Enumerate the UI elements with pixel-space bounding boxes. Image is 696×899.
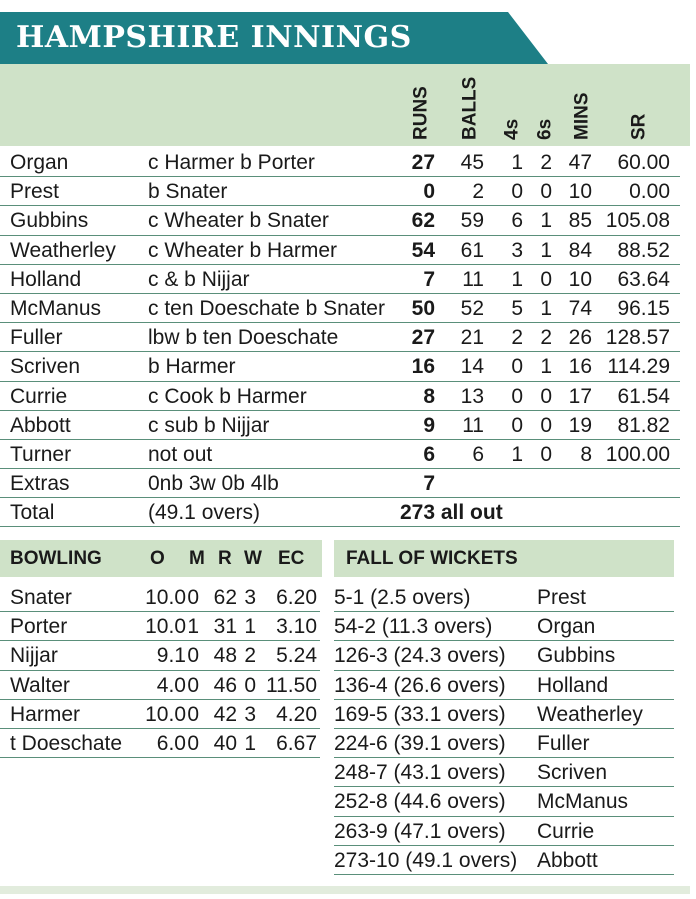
col-header-fours: 4s [501, 118, 523, 140]
overs: 9.1 [156, 644, 186, 668]
balls: 14 [460, 355, 484, 379]
fours: 5 [511, 296, 523, 320]
mins: 8 [580, 442, 592, 466]
fall-of-wickets-table [334, 583, 674, 875]
col-header-sr: SR [628, 113, 650, 140]
fours: 6 [511, 209, 523, 233]
extras-row [0, 469, 680, 498]
table-row [0, 641, 320, 670]
fours: 1 [511, 267, 523, 291]
sixes: 1 [540, 296, 552, 320]
table-row [0, 323, 680, 352]
wickets: 2 [244, 644, 256, 668]
table-row [0, 729, 320, 758]
wickets: 0 [244, 673, 256, 697]
col-header-sixes: 6s [534, 118, 556, 140]
balls: 6 [472, 442, 484, 466]
balls: 2 [472, 180, 484, 204]
fours: 0 [511, 413, 523, 437]
wicket-score: 5-1 (2.5 overs) [334, 586, 471, 609]
sixes: 1 [540, 355, 552, 379]
maidens: 0 [187, 731, 199, 755]
balls: 45 [460, 151, 484, 174]
sixes: 0 [540, 180, 552, 204]
maidens: 0 [187, 586, 199, 609]
maidens: 0 [187, 673, 199, 697]
economy: 4.20 [276, 702, 317, 726]
runs-conceded: 48 [213, 644, 237, 668]
mins: 10 [568, 267, 592, 291]
wicket-batter: Scriven [537, 761, 608, 785]
col-header-overs: O [150, 548, 165, 569]
maidens: 1 [187, 615, 199, 639]
runs: 0 [423, 180, 435, 204]
sixes: 1 [540, 238, 552, 262]
table-row [334, 729, 674, 758]
runs-conceded: 46 [213, 673, 237, 697]
table-row [0, 671, 320, 700]
strike-rate: 81.82 [617, 413, 670, 437]
runs-conceded: 62 [213, 586, 237, 609]
wicket-score: 169-5 (33.1 overs) [334, 702, 506, 726]
mins: 16 [568, 355, 592, 379]
table-row [0, 700, 320, 729]
mins: 47 [568, 151, 592, 174]
bowler-name: Porter [10, 615, 68, 639]
batter-name: Prest [10, 180, 60, 204]
batter-name: Gubbins [10, 209, 89, 233]
balls: 21 [460, 326, 484, 350]
page-title: HAMPSHIRE INNINGS [16, 20, 412, 55]
overs: 10.0 [145, 615, 186, 639]
fours: 0 [511, 180, 523, 204]
wicket-batter: Weatherley [537, 702, 643, 726]
col-header-wickets: W [244, 548, 262, 569]
table-row [334, 641, 674, 670]
economy: 3.10 [276, 615, 317, 639]
economy: 6.67 [276, 731, 317, 755]
strike-rate: 61.54 [617, 384, 670, 408]
batting-table [0, 148, 680, 527]
table-row [334, 817, 674, 846]
wicket-batter: Abbott [537, 848, 598, 872]
dismissal: c sub b Nijjar [148, 413, 270, 437]
wicket-batter: Gubbins [537, 644, 616, 668]
balls: 11 [462, 267, 484, 291]
runs: 27 [411, 151, 435, 174]
strike-rate: 0.00 [629, 180, 670, 204]
strike-rate: 60.00 [617, 151, 670, 174]
strike-rate: 88.52 [617, 238, 670, 262]
bowler-name: Snater [10, 586, 72, 609]
dismissal: c ten Doeschate b Snater [148, 296, 385, 320]
economy: 11.50 [266, 673, 317, 697]
col-header-runs: RUNS [410, 86, 432, 140]
table-row [334, 787, 674, 816]
overs: 4.0 [156, 673, 186, 697]
mins: 19 [568, 413, 592, 437]
wicket-score: 54-2 (11.3 overs) [334, 615, 493, 639]
col-header-runs-conceded: R [218, 548, 232, 569]
fours: 1 [511, 442, 523, 466]
fours: 1 [511, 151, 523, 174]
dismissal: b Harmer [148, 355, 236, 379]
balls: 11 [462, 413, 484, 437]
wicket-score: 273-10 (49.1 overs) [334, 848, 518, 872]
mins: 85 [568, 209, 592, 233]
bowler-name: t Doeschate [10, 731, 123, 755]
wicket-batter: Fuller [537, 731, 590, 755]
bowling-header [0, 540, 322, 577]
extras-detail: 0nb 3w 0b 4lb [148, 472, 279, 496]
table-row [0, 294, 680, 323]
maidens: 0 [187, 702, 199, 726]
batter-name: Currie [10, 384, 68, 408]
wickets: 1 [244, 731, 256, 755]
table-row [0, 265, 680, 294]
strike-rate: 96.15 [617, 296, 670, 320]
total-score: 273 all out [400, 501, 503, 525]
dismissal: lbw b ten Doeschate [148, 326, 339, 350]
economy: 6.20 [276, 586, 317, 609]
dismissal: c Wheater b Harmer [148, 238, 338, 262]
batter-name: McManus [10, 296, 102, 320]
runs-conceded: 40 [213, 731, 237, 755]
bowler-name: Walter [10, 673, 70, 697]
runs-conceded: 31 [213, 615, 237, 639]
fours: 2 [511, 326, 523, 350]
balls: 61 [460, 238, 484, 262]
bowler-name: Harmer [10, 702, 81, 726]
table-row [334, 700, 674, 729]
bottom-band [0, 886, 690, 894]
sixes: 0 [540, 413, 552, 437]
wicket-score: 263-9 (47.1 overs) [334, 819, 506, 843]
runs: 50 [411, 296, 435, 320]
batter-name: Holland [10, 267, 82, 291]
table-row [334, 583, 674, 612]
fours: 3 [511, 238, 523, 262]
bowler-name: Nijjar [10, 644, 58, 668]
maidens: 0 [187, 644, 199, 668]
table-row [0, 352, 680, 381]
sixes: 2 [540, 326, 552, 350]
total-overs: (49.1 overs) [148, 501, 261, 525]
extras-label: Extras [10, 472, 70, 496]
fall-of-wickets-title: FALL OF WICKETS [346, 548, 518, 569]
strike-rate: 114.29 [607, 355, 670, 379]
batter-name: Fuller [10, 326, 63, 350]
table-row [0, 148, 680, 177]
wicket-score: 248-7 (43.1 overs) [334, 761, 506, 785]
sixes: 0 [540, 442, 552, 466]
wickets: 1 [244, 615, 256, 639]
wicket-batter: Organ [537, 615, 596, 639]
wicket-score: 252-8 (44.6 overs) [334, 790, 506, 814]
bowling-title: BOWLING [10, 548, 102, 569]
batter-name: Scriven [10, 355, 81, 379]
runs: 62 [411, 209, 435, 233]
runs: 27 [411, 326, 435, 350]
fall-of-wickets-header [334, 540, 674, 577]
table-row [334, 612, 674, 641]
dismissal: c Harmer b Porter [148, 151, 315, 174]
col-header-balls: BALLS [459, 76, 481, 140]
runs: 7 [423, 267, 435, 291]
col-header-economy: EC [278, 548, 305, 569]
sixes: 0 [540, 384, 552, 408]
col-header-mins: MINS [571, 92, 593, 140]
runs: 54 [411, 238, 435, 262]
table-row [0, 411, 680, 440]
wickets: 3 [244, 702, 256, 726]
sixes: 0 [540, 267, 552, 291]
wicket-batter: Currie [537, 819, 595, 843]
mins: 10 [568, 180, 592, 204]
wicket-score: 126-3 (24.3 overs) [334, 644, 506, 668]
strike-rate: 105.08 [605, 209, 670, 233]
table-row [0, 382, 680, 411]
overs: 10.0 [145, 702, 186, 726]
dismissal: not out [148, 442, 213, 466]
overs: 10.0 [145, 586, 186, 609]
strike-rate: 63.64 [617, 267, 670, 291]
mins: 17 [568, 384, 592, 408]
dismissal: b Snater [148, 180, 228, 204]
runs: 6 [423, 442, 435, 466]
table-row [334, 846, 674, 875]
column-header-band [0, 64, 690, 146]
wicket-score: 136-4 (26.6 overs) [334, 673, 506, 697]
table-row [0, 206, 680, 235]
sixes: 2 [540, 151, 552, 174]
wicket-score: 224-6 (39.1 overs) [334, 731, 506, 755]
dismissal: c Wheater b Snater [148, 209, 329, 233]
mins: 26 [568, 326, 592, 350]
sixes: 1 [540, 209, 552, 233]
mins: 84 [568, 238, 592, 262]
wicket-batter: Prest [537, 586, 587, 609]
strike-rate: 100.00 [605, 442, 670, 466]
total-row [0, 498, 680, 527]
table-row [0, 177, 680, 206]
runs: 8 [423, 384, 435, 408]
batter-name: Organ [10, 151, 69, 174]
dismissal: c & b Nijjar [148, 267, 250, 291]
overs: 6.0 [156, 731, 186, 755]
runs: 16 [411, 355, 435, 379]
table-row [0, 440, 680, 469]
table-row [0, 583, 320, 612]
bowling-table [0, 583, 320, 758]
table-row [0, 236, 680, 265]
table-row [334, 671, 674, 700]
dismissal: c Cook b Harmer [148, 384, 307, 408]
strike-rate: 128.57 [605, 326, 670, 350]
balls: 59 [460, 209, 484, 233]
table-row [0, 612, 320, 641]
batter-name: Turner [10, 442, 72, 466]
economy: 5.24 [276, 644, 317, 668]
mins: 74 [568, 296, 592, 320]
col-header-maidens: M [189, 548, 205, 569]
wicket-batter: Holland [537, 673, 609, 697]
wicket-batter: McManus [537, 790, 629, 814]
total-label: Total [10, 501, 55, 525]
balls: 52 [460, 296, 484, 320]
batter-name: Weatherley [10, 238, 116, 262]
batter-name: Abbott [10, 413, 71, 437]
balls: 13 [460, 384, 484, 408]
wickets: 3 [244, 586, 256, 609]
fours: 0 [511, 384, 523, 408]
table-row [334, 758, 674, 787]
runs: 9 [423, 413, 435, 437]
extras-runs: 7 [423, 472, 435, 496]
runs-conceded: 42 [213, 702, 237, 726]
fours: 0 [511, 355, 523, 379]
